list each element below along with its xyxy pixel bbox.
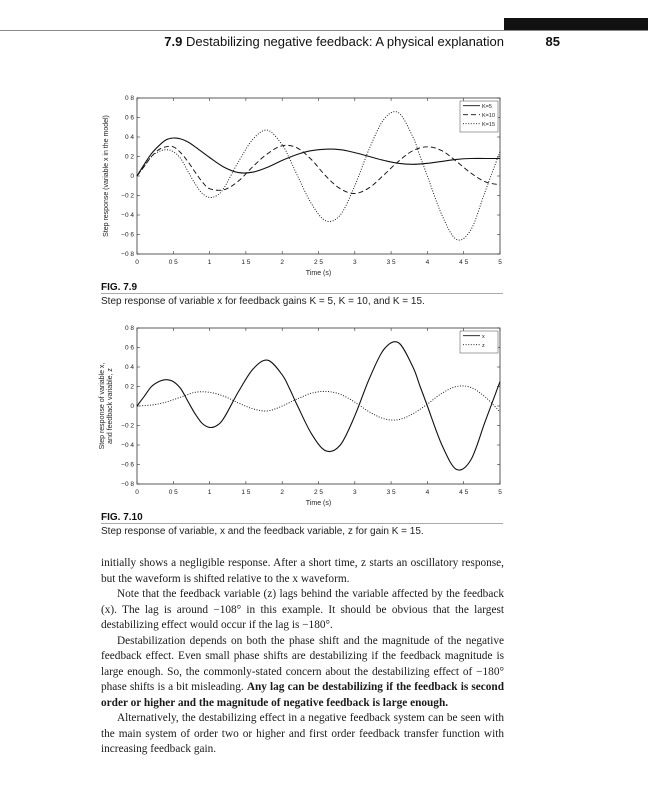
fig10-y-tick-label: 0 4 <box>124 364 134 372</box>
fig10-y-tick-label: 0 <box>130 403 134 411</box>
paragraph-3-text: Destabilization depends on both the phase shift and the magnitude of the negative feedback effect. Even small phase shifts are destabilizing if the feedback magnitude is large enough. So, the commonly-stated concern about the destabilizing effect of −180° phase shifts is a bit misleading. <box>101 634 504 693</box>
fig9-x-tick-label: 3 <box>352 259 357 266</box>
fig9-y-tick-label: −0 2 <box>121 192 134 200</box>
fig9-x-tick-label: 1 5 <box>241 259 251 266</box>
page-number: 85 <box>545 34 560 49</box>
fig9-series-k-15 <box>137 112 500 240</box>
fig9-y-tick-label: 0 8 <box>124 95 134 103</box>
fig9-legend-entry: K=10 <box>482 113 495 119</box>
fig10-y-tick-label: 0 8 <box>124 325 134 333</box>
header-rule <box>0 30 648 31</box>
fig9-y-tick-label: −0 6 <box>121 231 134 239</box>
fig9-y-tick-label: −0 4 <box>121 212 134 220</box>
fig9-x-tick-label: 2 <box>280 259 285 266</box>
paragraph-1: initially shows a negligible response. After a short time, z starts an oscillatory response, but the waveform is shifted relative to the x waveform. <box>101 557 504 585</box>
fig10-y-tick-label: −0 2 <box>121 422 134 430</box>
paragraph-3-emphasis: Any lag can be destabilizing if the feedback is second order or higher and the magnitude of negative feedback is large enough. <box>101 681 504 709</box>
paragraph-4: Alternatively, the destabilizing effect in a negative feedback system can be seen with the main system of order two or higher and first order feedback transfer function with increasing feedback gain. <box>101 712 504 755</box>
fig9-x-tick-label: 2 5 <box>313 259 324 266</box>
figure-7-10-caption: Step response of variable, x and the feedback variable, z for gain K = 15. <box>101 526 424 537</box>
fig10-x-tick-label: 1 <box>207 489 212 496</box>
section-title: Destabilizing negative feedback: A physical explanation <box>186 34 504 49</box>
fig10-x-tick-label: 3 <box>352 489 357 496</box>
fig9-x-tick-label: 0 5 <box>168 259 178 266</box>
fig10-plot-frame <box>137 328 500 484</box>
fig9-x-tick-label: 4 <box>425 259 430 266</box>
fig10-x-tick-label: 0 <box>135 489 139 496</box>
fig10-x-tick-label: 1 5 <box>241 489 251 496</box>
fig10-x-tick-label: 5 <box>498 489 502 496</box>
fig10-x-tick-label: 4 <box>425 489 430 496</box>
fig9-y-tick-label: 0 2 <box>124 153 134 161</box>
fig10-x-tick-label: 0 5 <box>168 489 178 496</box>
fig9-series-k-5 <box>137 138 500 176</box>
fig9-x-tick-label: 1 <box>207 259 212 266</box>
fig9-x-tick-label: 0 <box>135 259 139 266</box>
fig9-x-tick-label: 3 5 <box>386 259 396 266</box>
figure-7-9-label: FIG. 7.9 <box>101 282 138 293</box>
fig10-y-tick-label: 0 6 <box>124 344 134 352</box>
fig10-y-tick-label: −0 6 <box>121 461 134 469</box>
fig10-series-x <box>137 342 500 470</box>
fig10-legend-entry: x <box>482 334 485 340</box>
fig9-x-tick-label: 5 <box>498 259 502 266</box>
section-number: 7.9 <box>164 34 183 49</box>
fig10-y-tick-label: 0 2 <box>124 383 134 391</box>
fig10-series-z <box>137 386 500 420</box>
header-bar <box>504 18 648 30</box>
figure-7-9-caption: Step response of variable x for feedback gains K = 5, K = 10, and K = 15. <box>101 296 425 307</box>
fig10-x-axis-label: Time (s) <box>305 500 332 507</box>
fig10-x-tick-label: 4 5 <box>459 489 469 496</box>
fig9-y-tick-label: −0 8 <box>121 251 134 259</box>
fig10-legend-box <box>460 331 498 353</box>
fig10-legend-entry: z <box>482 343 485 349</box>
figure-7-9-rule <box>101 293 503 294</box>
body-text <box>101 556 504 758</box>
fig9-x-tick-label: 4 5 <box>459 259 469 266</box>
fig9-legend-entry: K=5 <box>482 104 492 110</box>
figure-7-10-label: FIG. 7.10 <box>101 512 143 523</box>
figure-7-10-rule <box>101 523 503 524</box>
fig9-series-k-10 <box>137 145 500 193</box>
paragraph-3 <box>101 634 504 712</box>
fig9-y-tick-label: 0 <box>130 173 134 181</box>
figure-7-10-chart <box>0 318 648 510</box>
fig10-x-tick-label: 2 <box>280 489 285 496</box>
fig9-y-tick-label: 0 4 <box>124 134 134 142</box>
fig10-y-axis-label-line2: and feedback variable, z <box>107 368 114 444</box>
paragraph-2: Note that the feedback variable (z) lags behind the variable affected by the feedback (x). The lag is around −108° in this example. It should be obvious that the largest destabilizing effect would occur if the lag is −180°. <box>101 588 504 631</box>
fig9-x-axis-label: Time (s) <box>305 270 332 277</box>
figure-7-9-chart <box>0 88 648 280</box>
running-head <box>90 34 504 49</box>
fig9-legend-entry: K=15 <box>482 122 495 128</box>
fig10-x-tick-label: 2 5 <box>313 489 324 496</box>
fig10-y-axis-label-line1: Step response of variable x, <box>99 362 106 450</box>
fig9-y-axis-label: Step response (variable x in the model) <box>103 115 110 237</box>
fig9-plot-frame <box>137 98 500 254</box>
fig10-y-tick-label: −0 4 <box>121 442 134 450</box>
fig10-y-tick-label: −0 8 <box>121 481 134 489</box>
fig10-x-tick-label: 3 5 <box>386 489 396 496</box>
fig9-y-tick-label: 0 6 <box>124 114 134 122</box>
